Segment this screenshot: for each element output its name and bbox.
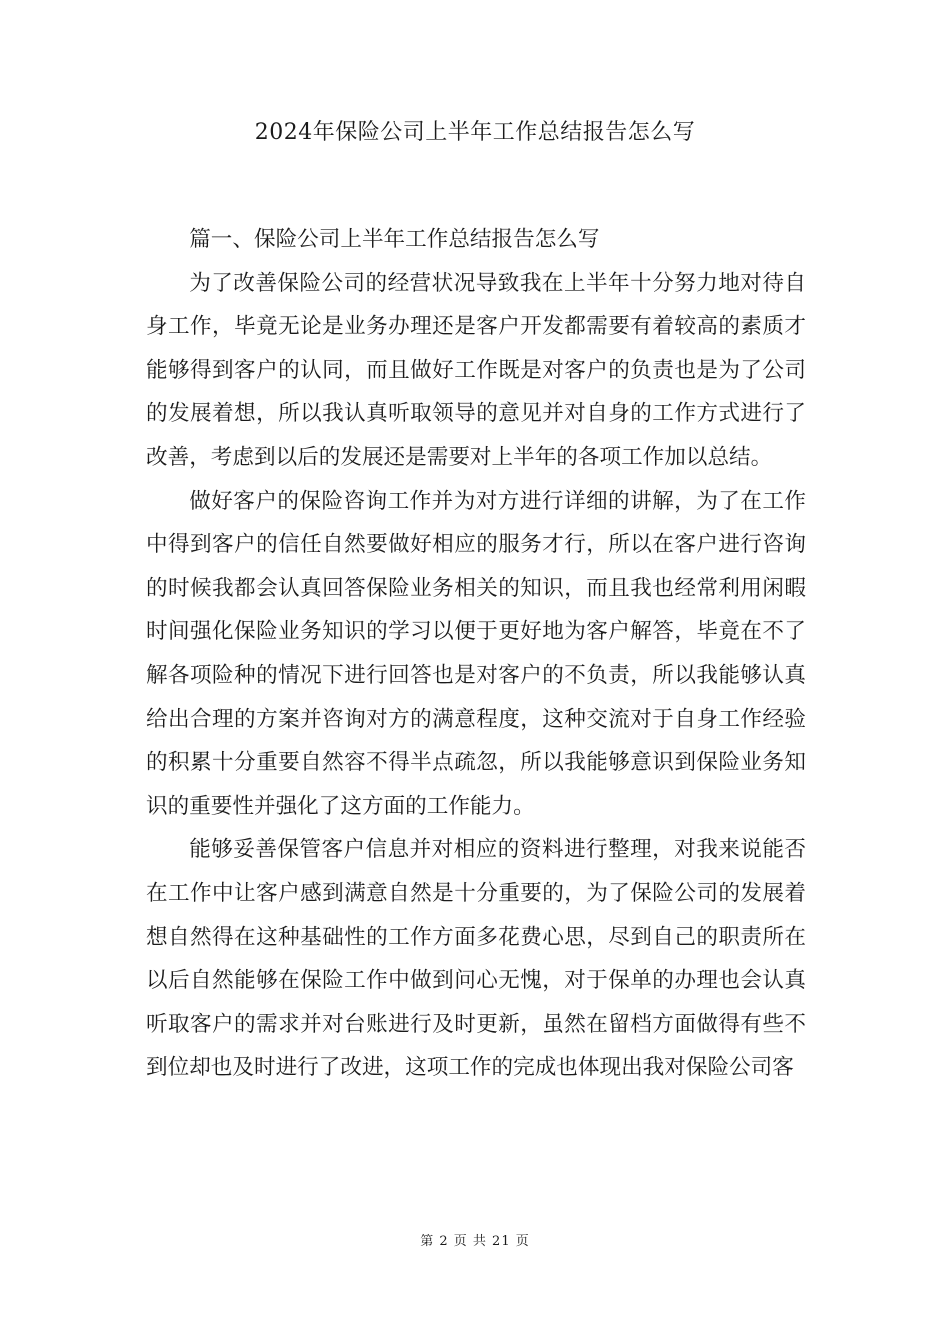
document-title: 2024年保险公司上半年工作总结报告怎么写 [254, 120, 696, 145]
paragraph-1: 为了改善保险公司的经营状况导致我在上半年十分努力地对待自身工作，毕竟无论是业务办理还是客户开发都需要有着较高的素质才能够得到客户的认同，而且做好工作既是对客户的负责也是为了公司的发展着想，所以我认真听取领导的意见并对自身的工作方式进行了改善，考虑到以后的发展还是需要对上半年的各项工作加以总结。 [146, 270, 806, 470]
section-heading: 篇一、保险公司上半年工作总结报告怎么写 [189, 227, 600, 252]
document-body [146, 218, 806, 1090]
page-number-footer: 第 2 页 共 21 页 [420, 1234, 530, 1249]
paragraph-3: 能够妥善保管客户信息并对相应的资料进行整理，对我来说能否在工作中让客户感到满意自然是十分重要的，为了保险公司的发展着想自然得在这种基础性的工作方面多花费心思，尽到自己的职责所在以后自然能够在保险工作中做到问心无愧，对于保单的办理也会认真听取客户的需求并对台账进行及时更新，虽然在留档方面做得有些不到位却也及时进行了改进，这项工作的完成也体现出我对保险公司客 [146, 837, 806, 1081]
paragraph-2: 做好客户的保险咨询工作并为对方进行详细的讲解，为了在工作中得到客户的信任自然要做好相应的服务才行，所以在客户进行咨询的时候我都会认真回答保险业务相关的知识，而且我也经常利用闲暇时间强化保险业务知识的学习以便于更好地为客户解答，毕竟在不了解各项险种的情况下进行回答也是对客户的不负责，所以我能够认真给出合理的方案并咨询对方的满意程度，这种交流对于自身工作经验的积累十分重要自然容不得半点疏忽，所以我能够意识到保险业务知识的重要性并强化了这方面的工作能力。 [146, 488, 806, 819]
